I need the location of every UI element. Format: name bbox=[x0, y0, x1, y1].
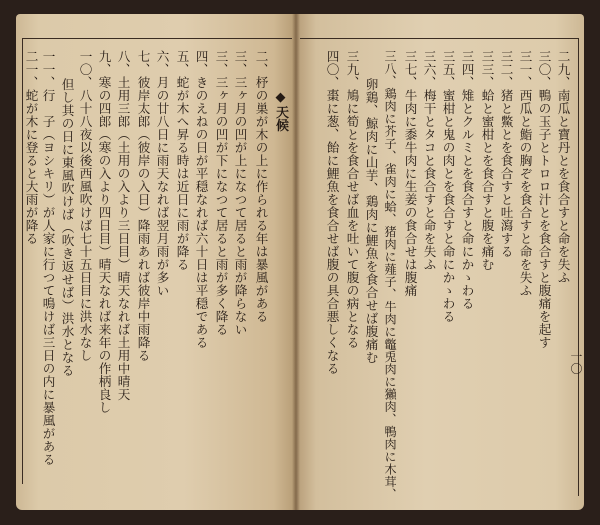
right-line-2: 三〇、鴨の玉子とトロロ汁とを食合すと腹痛を起す bbox=[536, 50, 552, 349]
left-line-5: 四、きのえねの日が平穏なれば六十日は平穏である bbox=[193, 50, 209, 349]
left-line-11: 一〇、八十八夜以後西風吹けば七十五日目に洪水なし bbox=[77, 50, 93, 362]
left-line-2: 二、杼の巣が木の上に作られる年は暴風がある bbox=[253, 50, 269, 323]
right-line-7: 三五、蜜柑と鬼の肉とを食合すと命にかゝわる bbox=[440, 50, 456, 323]
page-number-text: 一〇 bbox=[569, 350, 583, 375]
right-frame-right bbox=[578, 38, 579, 496]
right-line-11: 卵鶏、鯨肉に山芋、鶏肉に鯉魚を食合せば腹痛む bbox=[363, 78, 379, 364]
right-line-12: 三九、鳩に筍とを食合せば血を吐いて腹の病となる bbox=[344, 50, 360, 349]
left-line-13: 一一、行 子（ヨシキリ）が人家に行つて鳴けば三日の内に暴風がある bbox=[40, 50, 56, 466]
right-line-4: 三二、猪と鱉とを食合すと吐瀉する bbox=[498, 50, 514, 258]
right-line-3: 三一、西瓜と鮨の胸ぞを食合すと命を失ふ bbox=[517, 50, 533, 297]
right-line-6: 三四、雉とクルミとを食合すと命にかゝわる bbox=[459, 50, 475, 310]
left-line-10: 九、寒の四郎（寒の入より四日目）晴天なれば来年の作柄良し bbox=[96, 50, 112, 414]
left-line-9: 八、土用三郎（土用の入より三日目）晴天なれば土用中晴天 bbox=[115, 50, 131, 401]
left-line-3: 三、三ヶ月の凹が上になつて居ると雨が降らない bbox=[232, 50, 248, 336]
left-line-14: 二一、蛇が木に登ると大雨が降る bbox=[23, 50, 39, 245]
right-line-9: 三七、牛肉に黍牛肉に生姜の食合せは腹痛 bbox=[402, 50, 418, 297]
left-line-12: 但し其の日に東風吹けば（吹き返せば）洪水となる bbox=[59, 78, 75, 377]
right-line-13: 四〇、棗に葱、飴に鯉魚を食合せば腹の具合悪しくなる bbox=[324, 50, 340, 375]
left-line-7: 六、月の廿八日に雨天なれば翌月雨が多い bbox=[154, 50, 170, 297]
left-frame-left bbox=[22, 38, 23, 484]
right-line-8: 三六、梅干とタコと食合すと命を失ふ bbox=[421, 50, 437, 271]
page-number bbox=[570, 350, 586, 382]
left-heading: ◆天候 bbox=[273, 90, 288, 133]
book-gutter bbox=[292, 14, 300, 510]
left-line-8: 七、彼岸太郎（彼岸の入日）降雨あれば彼岸中雨降る bbox=[135, 50, 151, 362]
left-frame-top bbox=[22, 38, 292, 39]
right-frame-top bbox=[300, 38, 578, 39]
right-line-10: 三八、鶏肉に芥子、雀肉に蛤、猪肉に薤子、牛肉に鼈兎肉に獺肉、鴨肉に木茸、 bbox=[383, 50, 398, 501]
left-line-6: 五、蛇が木へ昇る時は近日に雨が降る bbox=[174, 50, 190, 271]
right-line-1: 二九、南瓜と寶丹とを食合すと命を失ふ bbox=[555, 50, 571, 284]
right-line-5: 三三、蛤と蜜柑とを食合すと腹を痛む bbox=[479, 50, 495, 271]
left-line-4: 三、三ヶ月の凹が下になつて居ると雨が多く降る bbox=[213, 50, 229, 336]
